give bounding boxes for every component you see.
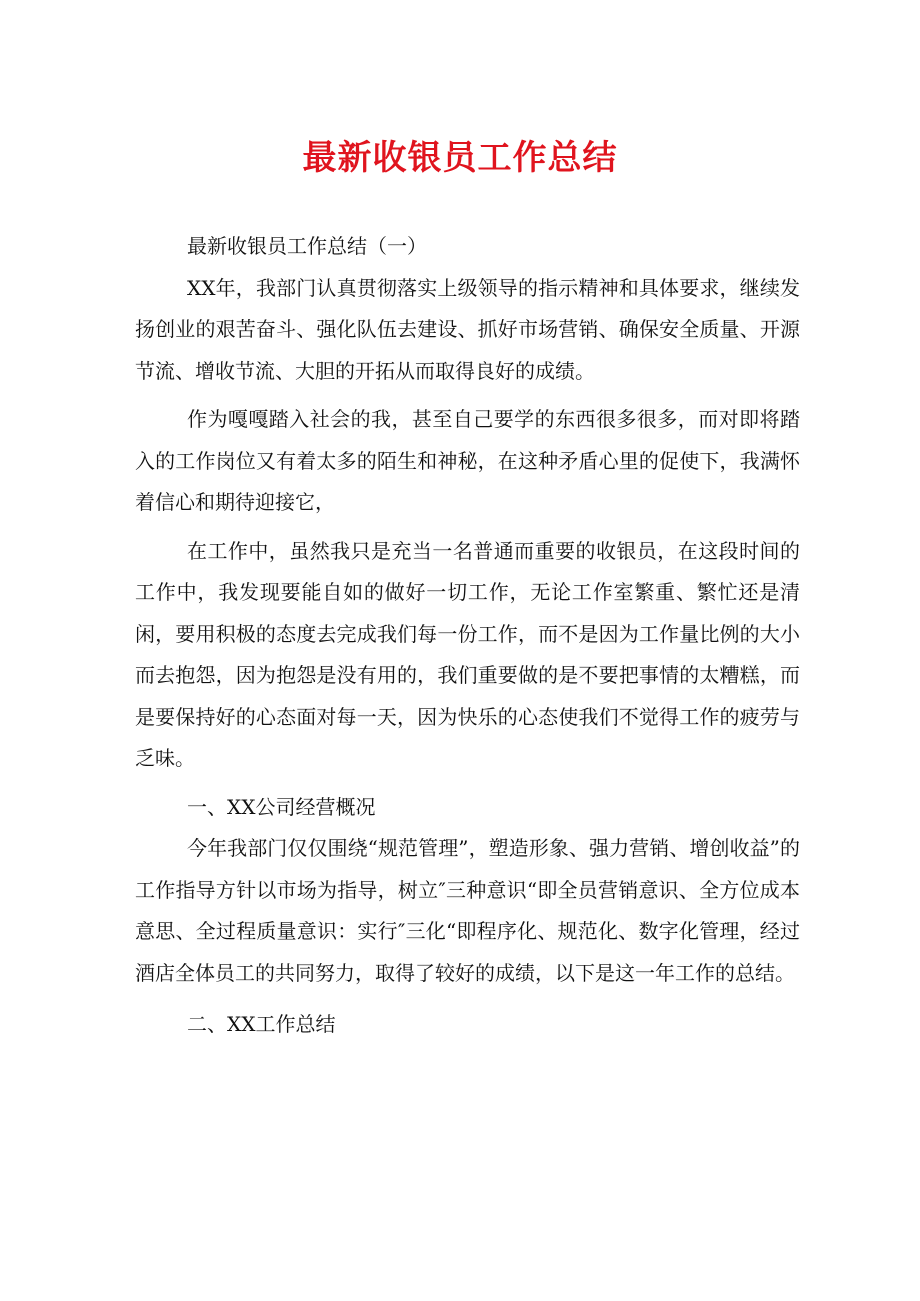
section-heading-overview: 一、XX公司经营概况 bbox=[187, 794, 376, 819]
paragraph-overview: 今年我部门仅仅围绕“规范管理”，塑造形象、强力营销、增创收益”的工作指导方针以市场为指导，树立″三种意识“即全员营销意识、全方位成本意思、全过程质量意识：实行″三化“即程序化、规范化、数字化管理，经过酒店全体员工的共同努力，取得了较好的成绩，以下是这一年工作的总结。 bbox=[135, 836, 800, 985]
section-heading-summary: 二、XX工作总结 bbox=[187, 1012, 336, 1036]
document-body bbox=[135, 226, 800, 1046]
paragraph-newcomer: 作为嘎嘎踏入社会的我，甚至自己要学的东西很多很多，而对即将踏入的工作岗位又有着太多的陌生和神秘，在这种矛盾心里的促使下，我满怀着信心和期待迎接它， bbox=[135, 407, 800, 514]
document-title: 最新收银员工作总结 bbox=[302, 138, 618, 178]
section-subtitle: 最新收银员工作总结（一） bbox=[187, 234, 427, 258]
paragraph-intro: XX年，我部门认真贯彻落实上级领导的指示精神和具体要求，继续发扬创业的艰苦奋斗、强化队伍去建设、抓好市场营销、确保安全质量、开源节流、增收节流、大胆的开拓从而取得良好的成绩。 bbox=[135, 275, 800, 383]
paragraph-work-attitude: 在工作中，虽然我只是充当一名普通而重要的收银员，在这段时间的工作中，我发现要能自如的做好一切工作，无论工作室繁重、繁忙还是清闲，要用积极的态度去完成我们每一份工作，而不是因为工作量比例的大小而去抱怨，因为抱怨是没有用的，我们重要做的是不要把事情的太糟糕，而是要保持好的心态面对每一天，因为快乐的心态使我们不觉得工作的疲劳与乏味。 bbox=[135, 538, 800, 770]
